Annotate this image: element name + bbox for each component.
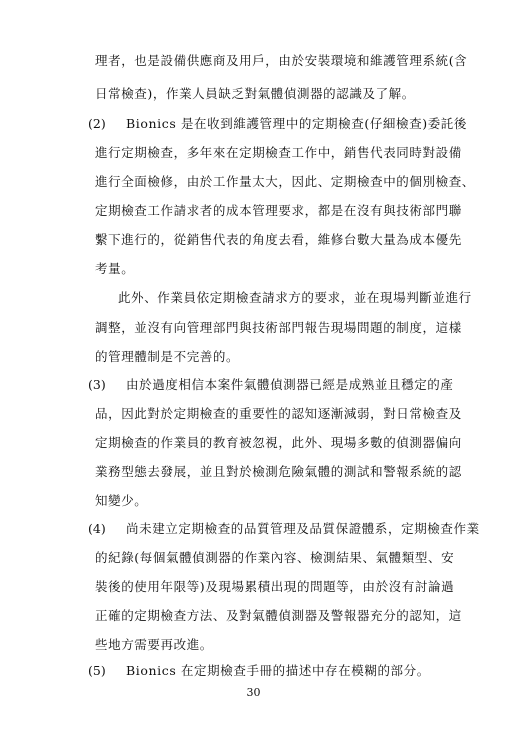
item-4-line-5: 些地方需要再改進。 [95, 637, 213, 652]
item-number: (3) [88, 377, 106, 392]
item-2-line-1: Bionics 是在收到維護管理中的定期檢查(仔細檢查)委託後 [126, 116, 468, 131]
page-number: 30 [246, 686, 261, 699]
item-4-line-4: 正確的定期檢查方法、及對氣體偵測器及警報器充分的認知，這 [95, 608, 462, 623]
item-3-line-4: 業務型態去發展，並且對於檢測危險氣體的測試和警報系統的認 [95, 464, 462, 479]
item-number: (2) [88, 116, 106, 131]
item-2-line-5: 繫下進行的，從銷售代表的角度去看，維修台數大量為成本優先 [95, 232, 462, 247]
item-4-line-3: 裝後的使用年限等)及現場累積出現的問題等，由於沒有討論過 [95, 579, 455, 594]
item-3-line-3: 定期檢查的作業員的教育被忽視，此外、現場多數的偵測器偏向 [95, 435, 462, 450]
paragraph-2-line-1: 此外、作業員依定期檢查請求方的要求，並在現場判斷並進行 [118, 290, 472, 305]
continuation-line-1: 理者，也是設備供應商及用戶，由於安裝環境和維護管理系統(含 [95, 53, 468, 68]
item-number: (4) [88, 521, 106, 536]
continuation-line-2: 日常檢查)，作業人員缺乏對氣體偵測器的認識及了解。 [95, 86, 415, 101]
item-4-line-1: 尚未建立定期檢查的品質管理及品質保證體系，定期檢查作業 [126, 521, 480, 536]
item-2-line-6: 考量。 [95, 261, 135, 276]
item-3-line-2: 品，因此對於定期檢查的重要性的認知逐漸減弱，對日常檢查及 [95, 406, 462, 421]
item-5-line-1: Bionics 在定期檢查手冊的描述中存在模糊的部分。 [126, 663, 430, 678]
paragraph-2-line-2: 調整，並沒有向管理部門與技術部門報告現場問題的制度，這樣 [95, 320, 462, 335]
item-2-line-4: 定期檢查工作請求者的成本管理要求，都是在沒有與技術部門聯 [95, 203, 462, 218]
item-3-line-5: 知變少。 [95, 493, 148, 508]
item-3-line-1: 由於過度相信本案件氣體偵測器已經是成熟並且穩定的產 [126, 377, 454, 392]
item-number: (5) [88, 663, 106, 678]
paragraph-2-line-3: 的管理體制是不完善的。 [95, 349, 240, 364]
item-2-line-3: 進行全面檢修，由於工作量太大，因此、定期檢查中的個別檢查、 [95, 174, 475, 189]
item-4-line-2: 的紀錄(每個氣體偵測器的作業內容、檢測結果、氣體類型、安 [95, 550, 455, 565]
item-2-line-2: 進行定期檢查，多年來在定期檢查工作中，銷售代表同時對設備 [95, 145, 462, 160]
